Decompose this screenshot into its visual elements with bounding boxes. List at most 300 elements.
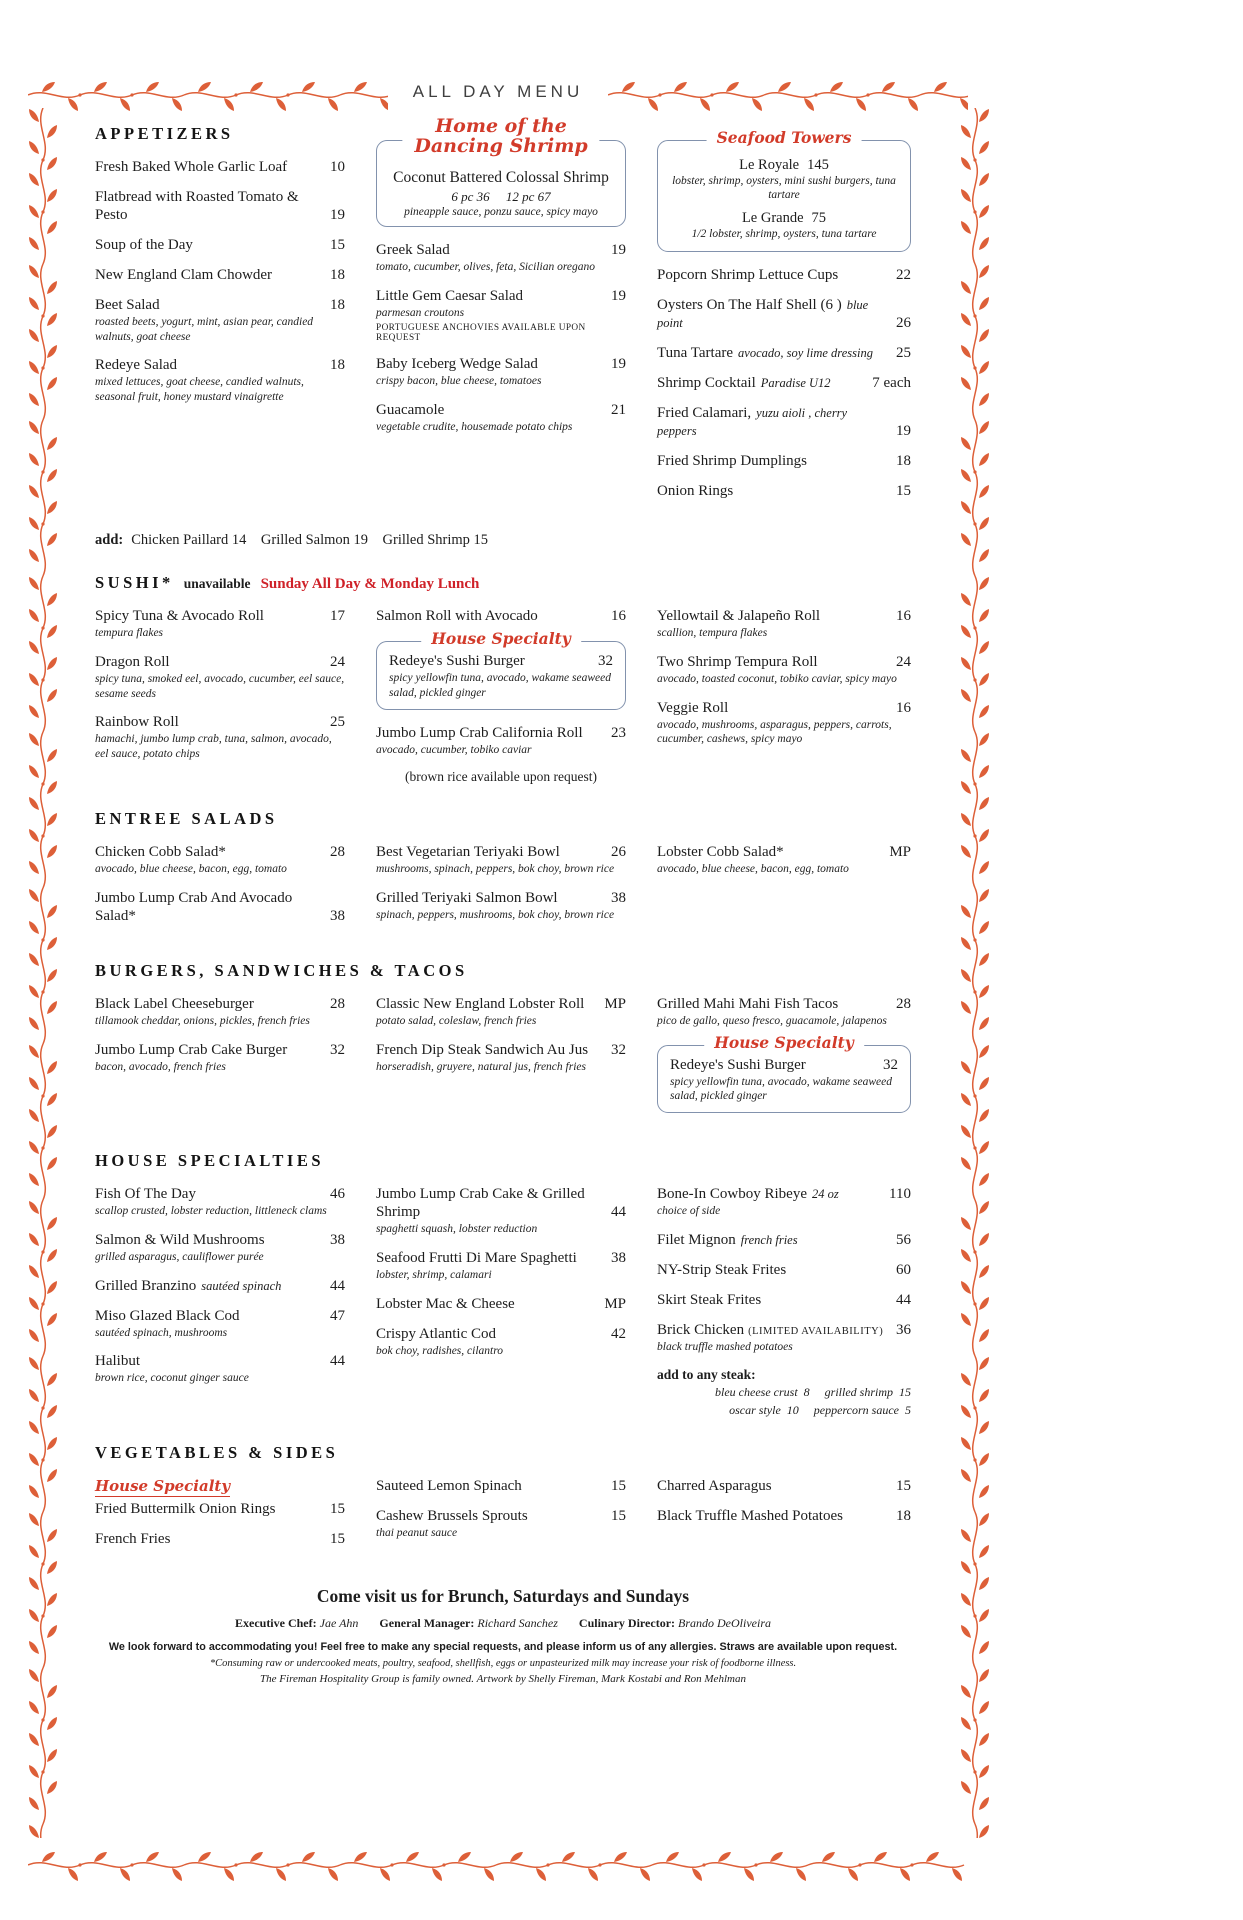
menu-item-name: Two Shrimp Tempura Roll xyxy=(657,653,818,670)
menu-item-name: Cashew Brussels Sprouts xyxy=(376,1507,528,1524)
menu-item-name: Redeye Salad xyxy=(95,357,178,374)
menu-item-price: 22 xyxy=(896,267,911,284)
menu-item-name: Black Label Cheeseburger xyxy=(95,996,254,1012)
vegetables-house-specialty-label: House Specialty xyxy=(95,1476,231,1495)
menu-item-row xyxy=(95,1185,345,1203)
tower-tier xyxy=(670,157,898,203)
menu-item-name: Best Vegetarian Teriyaki Bowl xyxy=(376,844,560,861)
staff-credit-role: Culinary Director: xyxy=(578,1615,676,1630)
dancing-shrimp-sizes: 6 pc 36 12 pc 67 xyxy=(451,189,551,204)
menu-item xyxy=(657,404,911,440)
top-ornament-band xyxy=(28,72,968,112)
menu-item xyxy=(95,1231,345,1265)
menu-item-row xyxy=(657,1507,911,1525)
menu-item-price: 15 xyxy=(330,1530,345,1547)
burgers-heading: BURGERS, SANDWICHES & TACOS xyxy=(95,961,468,980)
menu-item-desc: avocado, cucumber, tobiko caviar xyxy=(376,743,532,756)
menu-item xyxy=(376,1249,626,1283)
menu-item-row xyxy=(376,1507,626,1525)
menu-item xyxy=(657,1291,911,1309)
menu-item-name: Halibut xyxy=(95,1353,140,1370)
menu-item-row xyxy=(657,452,911,470)
menu-item-row xyxy=(657,374,911,392)
menu-item xyxy=(657,1261,911,1279)
menu-item-name: New England Clam Chowder xyxy=(95,267,273,283)
menu-item-row xyxy=(95,356,345,374)
section-vegetables-sides xyxy=(95,1443,911,1560)
menu-item-desc: avocado, blue cheese, bacon, egg, tomato xyxy=(95,863,287,876)
menu-item-suffix: avocado, soy lime dressing xyxy=(738,346,873,361)
vegetables-sides-heading: VEGETABLES & SIDES xyxy=(95,1442,339,1462)
menu-item-name: Lobster Mac & Cheese xyxy=(376,1295,515,1312)
appetizers-left-column xyxy=(95,124,345,512)
staff-credit xyxy=(579,1616,771,1630)
menu-item-suffix: french fries xyxy=(740,1232,798,1247)
menu-item-row xyxy=(95,1277,345,1295)
menu-item-row xyxy=(376,241,626,259)
menu-item-name: Sauteed Lemon Spinach xyxy=(376,1477,522,1494)
house-specialties-right-column xyxy=(657,1185,911,1418)
menu-item-name: Charred Asparagus xyxy=(657,1477,772,1494)
menu-item xyxy=(376,995,626,1029)
sushi-boxed-name: Redeye's Sushi Burger xyxy=(389,653,525,670)
menu-item xyxy=(657,452,911,470)
staff-credits xyxy=(95,1616,911,1631)
menu-item-price: 56 xyxy=(896,1231,911,1248)
vine-border-left xyxy=(20,108,66,1838)
menu-item-row xyxy=(376,607,626,625)
appetizers-middle-column xyxy=(376,115,626,512)
menu-item-price: 24 xyxy=(896,653,911,670)
steak-addons xyxy=(657,1367,911,1419)
menu-item-price: 26 xyxy=(611,844,626,861)
vine-band-bottom xyxy=(28,1842,968,1882)
appetizers-columns xyxy=(95,115,911,512)
burgers-columns xyxy=(95,995,911,1127)
menu-item-price: 24 xyxy=(330,653,345,670)
vine-border-right xyxy=(952,108,998,1838)
section-burgers xyxy=(95,961,911,1127)
menu-item-desc: spaghetti squash, lobster reduction xyxy=(376,1223,538,1236)
sushi-house-specialty-label: House Specialty xyxy=(421,631,581,647)
section-entree-salads xyxy=(95,809,911,937)
menu-item-price: 15 xyxy=(330,1500,345,1517)
menu-item-name: Fried Buttermilk Onion Rings xyxy=(95,1500,276,1517)
sushi-unavailable-label: unavailable xyxy=(183,576,251,592)
appetizers-left-list xyxy=(95,158,345,405)
menu-item-name: Chicken Cobb Salad* xyxy=(95,844,226,861)
menu-item-row xyxy=(657,607,911,625)
menu-item-suffix: yuzu aioli , cherry peppers xyxy=(657,406,848,439)
menu-item-row xyxy=(95,1231,345,1249)
menu-item-row xyxy=(657,1291,911,1309)
menu-item-row xyxy=(657,699,911,717)
menu-item-row xyxy=(95,188,345,224)
staff-credit xyxy=(379,1616,558,1630)
burgers-house-specialty-label: House Specialty xyxy=(704,1035,864,1051)
menu-item xyxy=(95,296,345,344)
menu-item xyxy=(95,236,345,254)
menu-item xyxy=(657,607,911,641)
menu-item xyxy=(376,843,626,877)
staff-credit xyxy=(235,1616,358,1630)
menu-item xyxy=(376,1507,626,1541)
menu-item-desc: black truffle mashed potatoes xyxy=(657,1340,793,1353)
menu-item xyxy=(95,1352,345,1386)
menu-item-price: MP xyxy=(604,1295,626,1312)
menu-item-suffix: Paradise U12 xyxy=(760,376,831,391)
menu-item-price: 38 xyxy=(611,1249,626,1266)
menu-item-price: 47 xyxy=(330,1307,345,1324)
menu-item-row xyxy=(376,724,626,742)
menu-item-row xyxy=(95,296,345,314)
menu-item-row xyxy=(376,401,626,419)
menu-item-name: Spicy Tuna & Avocado Roll xyxy=(95,608,264,625)
menu-item xyxy=(95,1277,345,1295)
menu-item-desc: potato salad, coleslaw, french fries xyxy=(376,1015,537,1027)
menu-item-desc: mixed lettuces, goat cheese, candied walnuts, seasonal fruit, honey mustard vinaigrette xyxy=(95,376,304,404)
vegetables-middle-column xyxy=(376,1477,626,1560)
burgers-house-specialty-box xyxy=(657,1032,911,1113)
sushi-boxed-desc: spicy yellowfin tuna, avocado, wakame seaweed salad, pickled ginger xyxy=(389,672,611,699)
burgers-left-column xyxy=(95,995,345,1127)
vine-band-top-left xyxy=(28,72,388,112)
menu-item-row xyxy=(95,1530,345,1548)
brown-rice-note: (brown rice available upon request) xyxy=(405,769,597,785)
menu-item-row xyxy=(657,404,911,440)
menu-item-row xyxy=(657,482,911,500)
menu-item xyxy=(95,266,345,284)
menu-item-name: Rainbow Roll xyxy=(95,714,179,731)
menu-item-desc: thai peanut sauce xyxy=(376,1526,458,1539)
menu-item-name: Fresh Baked Whole Garlic Loaf xyxy=(95,159,288,175)
add-ons-text: Chicken Paillard 14 Grilled Salmon 19 Grilled Shrimp 15 xyxy=(131,532,489,549)
sushi-house-specialty-box xyxy=(376,629,626,709)
menu-item-price: 19 xyxy=(611,287,626,304)
menu-item-caps-note: (LIMITED AVAILABILITY) xyxy=(748,1325,884,1337)
menu-item-price: 28 xyxy=(330,996,345,1012)
vegetables-left-list xyxy=(95,1500,345,1548)
menu-item xyxy=(95,889,345,925)
menu-item-price: 19 xyxy=(896,423,911,440)
section-sushi xyxy=(95,573,911,785)
menu-item-price: 15 xyxy=(611,1507,626,1524)
menu-item-row xyxy=(376,1477,626,1495)
menu-item-price: 15 xyxy=(330,237,345,253)
menu-item xyxy=(376,1185,626,1237)
menu-item-row xyxy=(657,995,911,1013)
menu-item-row xyxy=(95,1352,345,1370)
menu-item-price: 44 xyxy=(611,1204,626,1221)
page-title: ALL DAY MENU xyxy=(412,82,584,101)
menu-item xyxy=(376,355,626,389)
menu-item-row xyxy=(376,843,626,861)
menu-item xyxy=(657,653,911,687)
menu-item-row xyxy=(657,653,911,671)
menu-item-row xyxy=(657,1321,911,1339)
menu-item-desc: hamachi, jumbo lump crab, tuna, salmon, avocado, eel sauce, potato chips xyxy=(95,733,332,760)
menu-item-row xyxy=(376,1041,626,1059)
house-specialties-middle-column xyxy=(376,1185,626,1418)
menu-item xyxy=(657,482,911,500)
consumer-advisory-note: *Consuming raw or undercooked meats, poultry, seafood, shellfish, eggs or unpasteurized milk may increase your risk of foodborne illness. xyxy=(209,1657,797,1669)
menu-item-row xyxy=(376,287,626,305)
menu-item-name: Grilled Mahi Mahi Fish Tacos xyxy=(657,996,839,1012)
menu-item-desc: brown rice, coconut ginger sauce xyxy=(95,1372,249,1385)
menu-item xyxy=(95,995,345,1029)
sushi-middle-first xyxy=(376,607,626,625)
menu-item-price: 32 xyxy=(330,1041,345,1058)
menu-item-name: Beet Salad xyxy=(95,297,160,313)
menu-item-row xyxy=(657,344,911,362)
menu-item xyxy=(376,1477,626,1495)
menu-item-price: 19 xyxy=(330,207,345,223)
vegetables-sides-columns xyxy=(95,1477,911,1560)
entree-salads-columns xyxy=(95,843,911,937)
menu-item-row xyxy=(95,1500,345,1518)
menu-item-row xyxy=(376,889,626,907)
menu-item-desc: roasted beets, yogurt, mint, asian pear, candied walnuts, goat cheese xyxy=(95,316,314,343)
menu-item xyxy=(657,699,911,747)
menu-item-row xyxy=(376,1325,626,1343)
menu-item-name: Lobster Cobb Salad* xyxy=(657,844,784,861)
menu-item-price: MP xyxy=(604,996,626,1012)
menu-item xyxy=(376,1295,626,1313)
menu-item-row xyxy=(376,1185,626,1221)
menu-item xyxy=(95,713,345,761)
house-specialties-columns xyxy=(95,1185,911,1418)
menu-item-desc: choice of side xyxy=(657,1205,721,1218)
menu-item-price: 15 xyxy=(896,1477,911,1494)
menu-item-price: 44 xyxy=(330,1277,345,1294)
menu-item xyxy=(95,607,345,641)
burgers-boxed-desc: spicy yellowfin tuna, avocado, wakame seaweed salad, pickled ginger xyxy=(670,1075,892,1103)
menu-item-name: Yellowtail & Jalapeño Roll xyxy=(657,608,821,625)
menu-item-desc: avocado, mushrooms, asparagus, peppers, carrots, cucumber, cashews, spicy mayo xyxy=(657,718,892,746)
menu-item xyxy=(376,607,626,625)
menu-item-name: Fried Shrimp Dumplings xyxy=(657,453,808,470)
menu-item-name: Dragon Roll xyxy=(95,653,170,670)
menu-item-price: 25 xyxy=(896,345,911,362)
staff-credit-name: Richard Sanchez xyxy=(477,1615,558,1630)
menu-item-price: MP xyxy=(889,844,911,861)
menu-item-price: 17 xyxy=(330,608,345,625)
menu-item-row xyxy=(376,1249,626,1267)
staff-credit-name: Jae Ahn xyxy=(319,1615,359,1630)
menu-item-desc: crispy bacon, blue cheese, tomatoes xyxy=(376,375,542,388)
menu-item xyxy=(95,843,345,877)
menu-item-price: 44 xyxy=(330,1353,345,1370)
menu-item-row xyxy=(95,1041,345,1059)
menu-item-row xyxy=(657,296,911,332)
menu-item-name: French Dip Steak Sandwich Au Jus xyxy=(376,1041,589,1058)
menu-item-price: 15 xyxy=(611,1477,626,1494)
steak-addons-line1: bleu cheese crust 8 grilled shrimp 15 xyxy=(715,1384,911,1399)
burgers-middle-column xyxy=(376,995,626,1127)
menu-item-row xyxy=(657,843,911,861)
menu-item-price: 36 xyxy=(896,1321,911,1338)
sushi-middle-rest xyxy=(376,724,626,758)
menu-item-name: Miso Glazed Black Cod xyxy=(95,1307,240,1324)
menu-item-name: Jumbo Lump Crab Cake Burger xyxy=(95,1041,288,1058)
menu-item xyxy=(95,1500,345,1518)
tower-tier-desc: 1/2 lobster, shrimp, oysters, tuna tartare xyxy=(691,227,877,240)
menu-item xyxy=(376,401,626,435)
appetizers-right-column xyxy=(657,124,911,512)
menu-item-desc: avocado, toasted coconut, tobiko caviar, spicy mayo xyxy=(657,672,897,685)
tower-tier-name: Le Royale xyxy=(739,157,800,173)
menu-item-name: Jumbo Lump Crab Cake & Grilled Shrimp xyxy=(376,1186,585,1221)
menu-item xyxy=(376,287,626,344)
menu-item-name: Skirt Steak Frites xyxy=(657,1291,762,1308)
menu-item-row xyxy=(376,355,626,373)
menu-item-row xyxy=(95,653,345,671)
menu-item-price: 18 xyxy=(896,1507,911,1524)
menu-item-row xyxy=(95,995,345,1013)
menu-item-price: 38 xyxy=(611,890,626,906)
menu-item-price: 42 xyxy=(611,1325,626,1342)
menu-item-desc: grilled asparagus, cauliflower purée xyxy=(95,1250,264,1263)
menu-item-desc: parmesan croutons xyxy=(376,306,465,319)
menu-item-row xyxy=(95,889,345,925)
sushi-boxed-row xyxy=(389,652,613,670)
section-house-specialties xyxy=(95,1151,911,1418)
menu-item-desc: scallion, tempura flakes xyxy=(657,627,768,640)
accommodation-note: We look forward to accommodating you! Feel free to make any special requests, and please inform us of any allergies. Straws are available upon request. xyxy=(108,1640,898,1653)
house-specialties-heading: HOUSE SPECIALTIES xyxy=(95,1151,325,1171)
menu-item xyxy=(657,1321,911,1355)
add-ons-label: add: xyxy=(95,532,124,549)
sushi-boxed-price: 32 xyxy=(598,653,613,670)
vine-band-top-right xyxy=(608,72,968,112)
menu-item-desc: horseradish, gruyere, natural jus, french fries xyxy=(376,1060,586,1073)
appetizers-heading: APPETIZERS xyxy=(95,124,234,143)
seafood-towers-tiers xyxy=(670,157,898,241)
add-ons-line xyxy=(95,532,911,549)
menu-item-row xyxy=(95,1307,345,1325)
entree-salads-right-column xyxy=(657,843,911,937)
menu-item-price: 19 xyxy=(611,242,626,258)
menu-item-price: 38 xyxy=(330,1231,345,1248)
menu-item-name: Jumbo Lump Crab And Avocado Salad* xyxy=(95,890,293,924)
burgers-right-first xyxy=(657,995,911,1029)
menu-item-name: Brick Chicken (LIMITED AVAILABILITY) xyxy=(657,1321,884,1338)
tower-tier-name: Le Grande xyxy=(741,209,804,226)
menu-item xyxy=(95,1185,345,1219)
menu-item-price: 21 xyxy=(611,402,626,419)
menu-item-price: 10 xyxy=(330,159,345,175)
menu-item xyxy=(657,995,911,1029)
menu-item-name: Jumbo Lump Crab California Roll xyxy=(376,724,583,741)
menu-item xyxy=(95,1041,345,1075)
menu-item-price: 18 xyxy=(330,297,345,313)
menu-item-name: Black Truffle Mashed Potatoes xyxy=(657,1507,843,1524)
menu-item-price: 7 each xyxy=(872,375,911,392)
entree-salads-left-column xyxy=(95,843,345,937)
menu-item-row xyxy=(376,1295,626,1313)
menu-item-desc: sautéed spinach, mushrooms xyxy=(95,1326,228,1339)
menu-item-name: Baby Iceberg Wedge Salad xyxy=(376,356,538,373)
burgers-boxed-price: 32 xyxy=(883,1056,898,1073)
menu-item-price: 15 xyxy=(896,483,911,500)
staff-credit-role: General Manager: xyxy=(379,1615,475,1630)
dancing-shrimp-script-line1: Home of the xyxy=(435,115,567,137)
seafood-towers-box xyxy=(657,128,911,252)
menu-item xyxy=(95,356,345,404)
menu-item-desc: tempura flakes xyxy=(95,627,164,640)
menu-item-desc: tillamook cheddar, onions, pickles, french fries xyxy=(95,1015,310,1027)
menu-item-suffix: blue point xyxy=(657,298,869,331)
appetizers-right-list xyxy=(657,266,911,500)
menu-item-price: 44 xyxy=(896,1291,911,1308)
menu-item xyxy=(376,889,626,923)
menu-item-name: Classic New England Lobster Roll xyxy=(376,996,585,1012)
menu-item-price: 23 xyxy=(611,724,626,741)
menu-item-price: 16 xyxy=(896,699,911,716)
dancing-shrimp-desc: pineapple sauce, ponzu sauce, spicy mayo xyxy=(404,206,598,218)
menu-item-row xyxy=(657,1231,911,1249)
menu-item-price: 18 xyxy=(330,267,345,283)
footer xyxy=(95,1586,911,1685)
menu-item-row xyxy=(95,236,345,254)
menu-item-price: 32 xyxy=(611,1041,626,1058)
appetizers-middle-list xyxy=(376,241,626,435)
menu-item-row xyxy=(657,1261,911,1279)
menu-item xyxy=(657,1185,911,1219)
sushi-heading: SUSHI* xyxy=(95,573,174,593)
sushi-unavailable-days: Sunday All Day & Monday Lunch xyxy=(260,576,480,593)
menu-item xyxy=(657,843,911,877)
entree-salads-heading: ENTREE SALADS xyxy=(95,809,278,829)
menu-item xyxy=(657,344,911,362)
menu-item-desc: pico de gallo, queso fresco, guacamole, jalapenos xyxy=(657,1015,887,1027)
menu-item-desc: scallop crusted, lobster reduction, littleneck clams xyxy=(95,1205,327,1218)
menu-item-name: Guacamole xyxy=(376,402,445,419)
burgers-right-column xyxy=(657,995,911,1127)
menu-item xyxy=(657,1507,911,1525)
house-specialties-left-column xyxy=(95,1185,345,1418)
menu-item-desc: lobster, shrimp, calamari xyxy=(376,1268,492,1281)
house-specialties-right-list xyxy=(657,1185,911,1354)
menu-item-price: 26 xyxy=(896,315,911,332)
tower-tier-price: 75 xyxy=(811,209,827,226)
menu-item xyxy=(376,1041,626,1075)
menu-item-row xyxy=(376,995,626,1013)
menu-item-price: 18 xyxy=(896,453,911,470)
menu-item-desc: spicy tuna, smoked eel, avocado, cucumber, eel sauce, sesame seeds xyxy=(95,672,345,700)
menu-item-suffix: sautéed spinach xyxy=(201,1278,282,1293)
menu-item-price: 46 xyxy=(330,1186,345,1203)
menu-item-price: 18 xyxy=(330,357,345,374)
menu-item-name: Flatbread with Roasted Tomato & Pesto xyxy=(95,189,299,223)
menu-item-desc: mushrooms, spinach, peppers, bok choy, brown rice xyxy=(376,863,615,876)
tower-tier xyxy=(670,210,898,241)
menu-item-row xyxy=(95,158,345,176)
entree-salads-middle-column xyxy=(376,843,626,937)
menu-item-row xyxy=(657,266,911,284)
menu-item-price: 38 xyxy=(330,908,345,924)
menu-item-row xyxy=(657,1185,911,1203)
brunch-invitation: Come visit us for Brunch, Saturdays and Sundays xyxy=(316,1585,690,1606)
menu-item-name: Crispy Atlantic Cod xyxy=(376,1325,496,1342)
sushi-left-column xyxy=(95,607,345,785)
menu-item xyxy=(95,188,345,224)
menu-item-name: Salmon & Wild Mushrooms xyxy=(95,1231,265,1248)
menu-item-row xyxy=(657,1477,911,1495)
menu-item-name: Fish Of The Day xyxy=(95,1186,196,1203)
menu-item-price: 28 xyxy=(896,996,911,1012)
menu-item-price: 16 xyxy=(611,608,626,625)
